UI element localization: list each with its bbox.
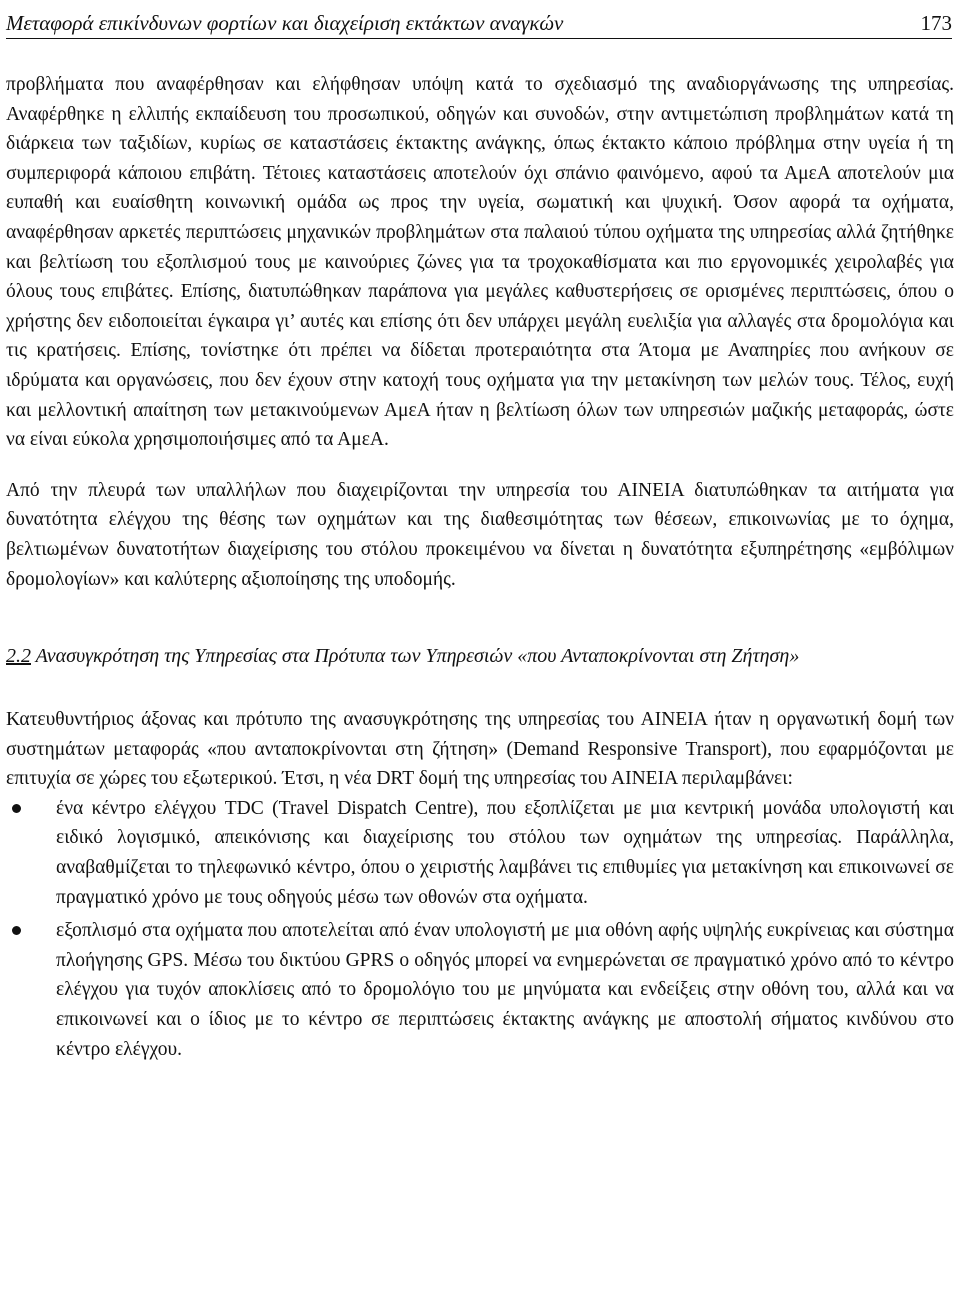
bullet-icon xyxy=(12,926,21,935)
paragraph-1: προβλήματα που αναφέρθησαν και ελήφθησαν υπόψη κατά το σχεδιασμό της αναδιοργάνωσης της υπηρεσίας. Αναφέρθηκε η ελλιπής εκπαίδευση του προσωπικού, οδηγών και συνοδών, στην αντιμετώπιση προβλημάτων κατά τη διάρκεια των ταξιδίων, κυρίως σε καταστάσεις έκτακτης ανάγκης, όπως έκτακτο κάποιο πρόβλημα στην υγεία ή τη συμπεριφορά κάποιου επιβάτη. Τέτοιες καταστάσεις αποτελούν όχι σπάνιο φαινόμενο, αφού τα ΑμεΑ αποτελούν μια ευπαθή και ευαίσθητη κοινωνική ομάδα ως προς την υγεία, σωματική και ψυχική. Όσον αφορά τα οχήματα, αναφέρθησαν αρκετές περιπτώσεις μηχανικών προβλημάτων στα παλαιού τύπου οχήματα της υπηρεσίας αλλά ζητήθηκε και βελτίωση του εξοπλισμού τους με καινούριες ζώνες για τα τροχοκαθίσματα και πιο εργονομικές χειρολαβές για όλους τους επιβάτες. Επίσης, διατυπώθηκαν παράπονα για μεγάλες καθυστερήσεις σε ορισμένες περιπτώσεις, όπου ο χρήστης δεν ειδοποιείται έγκαιρα γι’ αυτές και επίσης ότι δεν υπάρχει μεγάλη ευελιξία για αλλαγές στα δρομολόγια και τις κρατήσεις. Επίσης, τονίστηκε ότι πρέπει να δίδεται προτεραιότητα στα Άτομα με Αναπηρίες που ανήκουν σε ιδρύματα και οργανώσεις, που δεν έχουν στην κατοχή τους οχήματα για την μετακίνηση των μελών τους. Τέλος, ευχή και μελλοντική απαίτηση των μετακινούμενων ΑμεΑ ήταν η βελτίωση όλων των υπηρεσιών μαζικής μεταφοράς, ώστε να είναι εύκολα χρησιμοποιήσιμες από τα ΑμεΑ. xyxy=(6,74,954,451)
header-rule xyxy=(6,38,952,39)
list-item-text: ένα κέντρο ελέγχου TDC (Travel Dispatch Centre), που εξοπλίζεται με μια κεντρική μονάδα υπολογιστή και ειδικό λογισμικό, απεικόνισης και διαχείρισης του στόλου των οχημάτων της υπηρεσίας. Παράλληλα, αναβαθμίζεται το τηλεφωνικό κέντρο, όπου ο χειριστής λαμβάνει τις επιθυμίες για μετακίνηση και επικοινωνεί σε πραγματικό χρόνο με τους οδηγούς μέσω των οθονών στα οχήματα. xyxy=(56,797,954,908)
section-heading xyxy=(6,641,954,671)
section-title: Ανασυγκρότηση της Υπηρεσίας στα Πρότυπα των Υπηρεσιών «που Ανταποκρίνονται στη Ζήτηση» xyxy=(31,645,800,668)
running-header xyxy=(6,0,952,36)
running-header-title: Μεταφορά επικίνδυνων φορτίων και διαχείριση εκτάκτων αναγκών xyxy=(6,11,564,35)
section-number: 2.2 xyxy=(6,645,31,668)
paragraph-2: Από την πλευρά των υπαλλήλων που διαχειρίζονται την υπηρεσία του ΑΙΝΕΙΑ διατυπώθηκαν τα αιτήματα για δυνατότητα ελέγχου της θέσης των οχημάτων και της διαθεσιμότητας των θέσεων, επικοινωνίας με το όχημα, βελτιωμένων δυνατοτήτων διαχείρισης του στόλου προκειμένου να δίνεται η δυνατότητα εξυπηρέτησης «εμβόλιμων δρομολογίων» και καλύτερης αξιοποίησης της υποδομής. xyxy=(6,479,954,590)
paragraph-3: Κατευθυντήριος άξονας και πρότυπο της ανασυγκρότησης της υπηρεσίας του ΑΙΝΕΙΑ ήταν η οργανωτική δομή των συστημάτων μεταφοράς «που ανταποκρίνονται στη ζήτηση» (Demand Responsive Transport), που εφαρμόζονται με επιτυχία σε χώρες του εξωτερικού. Έτσι, η νέα DRT δομή της υπηρεσίας του ΑΙΝΕΙΑ περιλαμβάνει: xyxy=(6,709,954,790)
bullet-list xyxy=(6,794,954,1064)
page-number: 173 xyxy=(920,11,952,35)
list-item-text: εξοπλισμό στα οχήματα που αποτελείται από έναν υπολογιστή με μια οθόνη αφής υψηλής ευκρίνειας και σύστημα πλοήγησης GPS. Μέσω του δικτύου GPRS ο οδηγός μπορεί να ενημερώνεται σε πραγματικό χρόνο από το κέντρο ελέγχου για τυχόν αποκλίσεις από το δρομολόγιο του με μηνύματα και ενδείξεις στην οθόνη του, αλλά και να επικοινωνεί και ο ίδιος με το κέντρο σε περιπτώσεις έκτακτης ανάγκης με αποστολή σήματος κινδύνου στο κέντρο ελέγχου. xyxy=(56,920,954,1060)
list-item xyxy=(6,794,954,912)
body-text xyxy=(6,70,954,1064)
list-item xyxy=(6,916,954,1064)
bullet-icon xyxy=(12,804,21,813)
